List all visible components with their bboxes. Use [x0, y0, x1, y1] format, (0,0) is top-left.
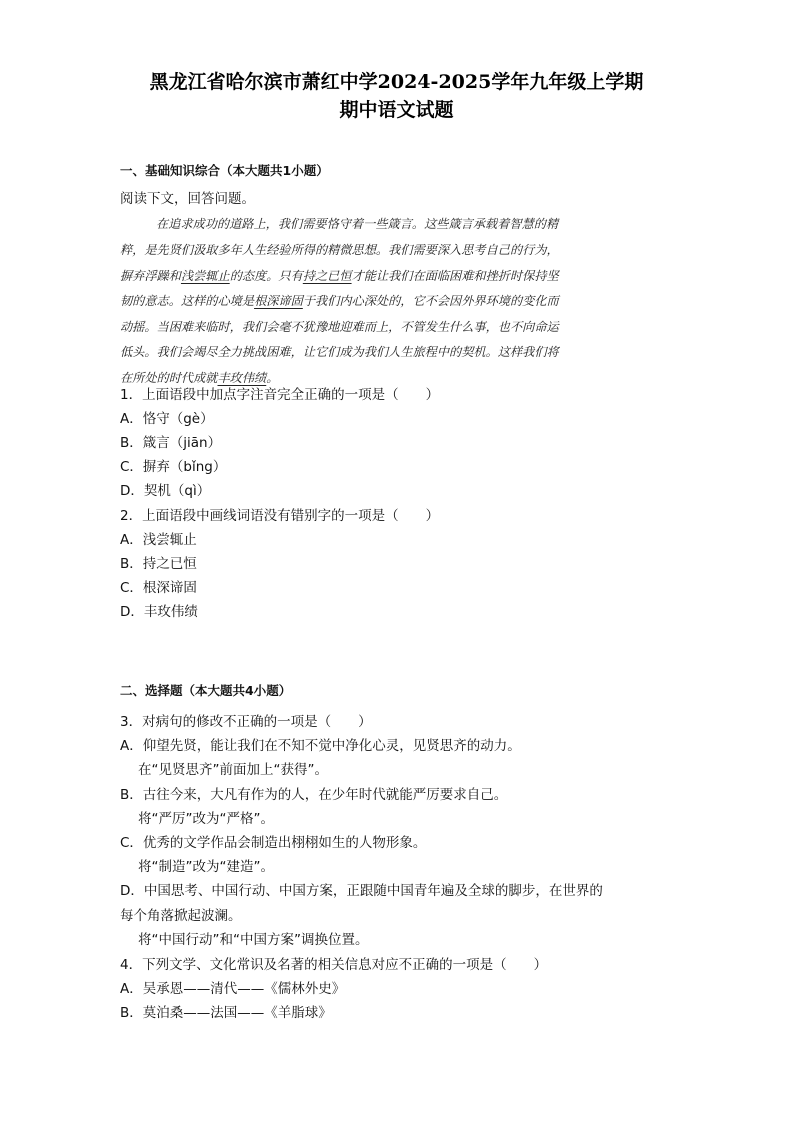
- passage-line-2: 粹，是先贤们汲取多年人生经验所得的精微思想。我们需要深入思考自己的行为，: [120, 243, 559, 257]
- q2-option-c: C．根深谛固: [120, 580, 197, 596]
- section2-heading: 二、选择题（本大题共4小题）: [120, 683, 292, 698]
- passage-line-4: 韧的意志。这样的心境是根深谛固于我们内心深处的，它不会因外界环境的变化而: [120, 294, 559, 308]
- underlined-word-4: 丰玫伟绩: [217, 371, 267, 385]
- passage-line-5: 动摇。当困难来临时，我们会毫不犹豫地迎难而上，不管发生什么事，也不向命运: [120, 320, 559, 334]
- q3-option-c: C．优秀的文学作品会制造出栩栩如生的人物形象。: [120, 835, 427, 851]
- q4-option-b: B．莫泊桑——法国——《羊脂球》: [120, 1005, 332, 1021]
- underlined-word-1: 浅尝辄止: [180, 269, 230, 283]
- q1-stem: 1．上面语段中加点字注音完全正确的一项是（ ）: [120, 387, 440, 403]
- exam-title-line2: 期中语文试题: [339, 99, 454, 121]
- underlined-word-2: 持之已恒: [302, 269, 352, 283]
- underlined-word-3: 根深谛固: [254, 294, 303, 308]
- q3-stem: 3．对病句的修改不正确的一项是（ ）: [120, 714, 372, 730]
- q3-option-b-fix: 将“严厉”改为“严格”。: [138, 811, 274, 827]
- passage-line-3: 摒弃浮躁和浅尝辄止的态度。只有持之已恒才能让我们在面临困难和挫折时保持坚: [120, 269, 559, 283]
- passage-line-1: 在追求成功的道路上，我们需要恪守着一些箴言。这些箴言承载着智慧的精: [156, 217, 559, 231]
- q3-option-c-fix: 将“制造”改为“建造”。: [138, 859, 274, 875]
- section1-heading: 一、基础知识综合（本大题共1小题）: [120, 163, 329, 178]
- q3-option-d-fix: 将“中国行动”和“中国方案”调换位置。: [138, 932, 369, 948]
- q3-option-b: B．古往今来，大凡有作为的人，在少年时代就能严厉要求自己。: [120, 787, 508, 803]
- q2-option-d: D．丰玫伟绩: [120, 604, 198, 620]
- q1-option-a: A．恪守（gè）: [120, 411, 214, 427]
- q2-option-b: B．持之已恒: [120, 556, 197, 572]
- q1-option-c: C．摒弃（bǐng）: [120, 459, 227, 475]
- passage-line-7: 在所处的时代成就丰玫伟绩。: [120, 371, 279, 385]
- q3-option-d-line1: D．中国思考、中国行动、中国方案，正跟随中国青年遍及全球的脚步，在世界的: [120, 883, 603, 899]
- q3-option-a: A．仰望先贤，能让我们在不知不觉中净化心灵，见贤思齐的动力。: [120, 738, 521, 754]
- q1-option-b: B．箴言（jiān）: [120, 435, 222, 451]
- q2-option-a: A．浅尝辄止: [120, 532, 197, 548]
- q4-stem: 4．下列文学、文化常识及名著的相关信息对应不正确的一项是（ ）: [120, 957, 548, 973]
- q1-option-d: D．契机（qì）: [120, 483, 211, 499]
- exam-title-line1: 黑龙江省哈尔滨市萧红中学2024-2025学年九年级上学期: [149, 71, 644, 93]
- q3-option-a-fix: 在“见贤思齐”前面加上“获得”。: [138, 762, 328, 778]
- q4-option-a: A．吴承恩——清代——《儒林外史》: [120, 981, 346, 997]
- q3-option-d-line2: 每个角落掀起波澜。: [120, 908, 242, 924]
- reading-instruction: 阅读下文，回答问题。: [120, 191, 255, 207]
- q2-stem: 2．上面语段中画线词语没有错别字的一项是（ ）: [120, 508, 440, 524]
- passage-line-6: 低头。我们会竭尽全力挑战困难，让它们成为我们人生旅程中的契机。这样我们将: [120, 345, 559, 359]
